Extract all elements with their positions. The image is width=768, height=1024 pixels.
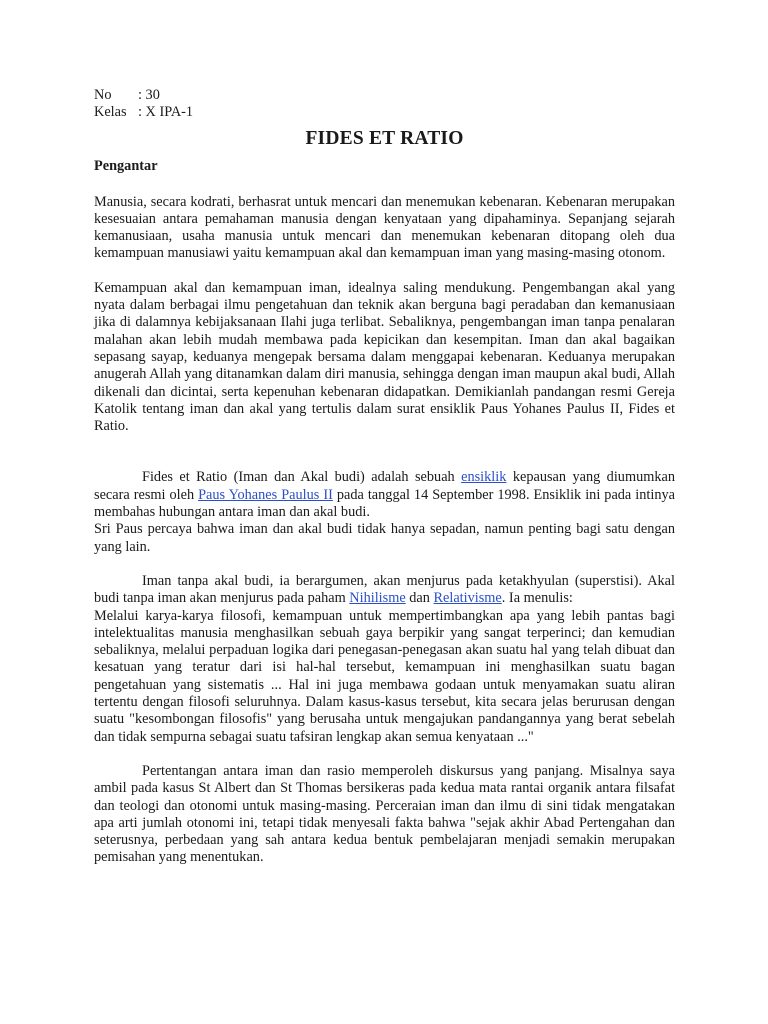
paragraph-2: Kemampuan akal dan kemampuan iman, idealnya saling mendukung. Pengembangan akal yang nyata dalam berbagai ilmu pengetahuan dan teknik akan berguna bagi peradaban dan kemanusiaan jika di dalamnya kebijaksanaan Ilahi juga terlibat. Sebaliknya, pengembangan iman tanpa penalaran malahan akan lebih mudah membawa pada kepicikan dan kesempitan. Iman dan akal bagaikan sepasang sayap, keduanya mengepak bersama dalam menggapai kebenaran. Keduanya merupakan anugerah Allah yang ditanamkan dalam diri manusia, sehingga dengan iman maupun akal budi, Allah dikenali dan dicintai, serta kepenuhan kebenaran didapatkan. Demikianlah pandangan resmi Gereja Katolik tentang iman dan akal yang tertulis dalam surat ensiklik Paus Yohanes Paulus II, Fides et Ratio. — [94, 279, 675, 435]
meta-number-value: : 30 — [138, 87, 160, 103]
meta-number-row — [94, 87, 675, 104]
link-nihilisme[interactable]: Nihilisme — [349, 590, 406, 607]
link-relativisme[interactable]: Relativisme — [433, 590, 502, 607]
meta-class-label: Kelas — [94, 104, 127, 120]
document-title: FIDES ET RATIO — [305, 128, 464, 149]
paragraph-5-text-c: . Ia menulis: — [501, 590, 573, 607]
paragraph-3-text-c: pada tanggal 14 September 1998. Ensiklik ini pada intinya membahas hubungan antara iman dan akal budi. — [94, 486, 675, 521]
meta-number-label: No — [94, 87, 112, 103]
paragraph-3-text-b: kepausan yang diumumkan secara resmi oleh — [94, 469, 675, 503]
paragraph-1: Manusia, secara kodrati, berhasrat untuk mencari dan menemukan kebenaran. Kebenaran merupakan kesesuaian antara pemahaman manusia dengan kenyataan yang dipahaminya. Sepanjang sejarah kemanusiaan, usaha manusia untuk mencari dan menemukan kebenaran ditopang oleh dua kemampuan manusiawi yaitu kemampuan akal dan kemampuan iman yang masing-masing otonom. — [94, 193, 675, 262]
meta-class-row — [94, 104, 675, 121]
paragraph-7: Pertentangan antara iman dan rasio memperoleh diskursus yang panjang. Misalnya saya ambil pada kasus St Albert dan St Thomas bersikeras pada kedua mata rantai organik antara filsafat dan teologi dan otonomi untuk masing-masing. Perceraian iman dan ilmu di sini tidak mengatakan apa arti jumlah otonomi ini, tetapi tidak menyesali fakta bahwa "sejak akhir Abad Pertengahan dan seterusnya, perbedaan yang sah antara kedua bentuk pembelajaran menjadi semakin merupakan pemisahan yang menentukan. — [94, 762, 675, 866]
meta-class-value: : X IPA-1 — [138, 104, 194, 120]
paragraph-5 — [94, 573, 675, 608]
paragraph-6-quote: Melalui karya-karya filosofi, kemampuan untuk mempertimbangkan apa yang lebih pantas bagi intelektualitas manusia menghasilkan sebuah gaya berpikir yang sangat terperinci; dan kemudian sebaliknya, melalui perpaduan logika dari penegasan-penegasan akan suatu hal yang telah dibuat dan kesatuan yang teratur dari isi hal-hal tersebut, kemampuan ini menghasilkan suatu bagan pengetahuan yang sistematis ... Hal ini juga membawa godaan untuk menyamakan suatu aliran tertentu dengan filosofi seluruhnya. Dalam kasus-kasus tersebut, kita secara jelas berurusan dengan suatu "kesombongan filosofis" yang berusaha untuk mengajukan pandangannya yang berat sebelah dan tidak sempurna sebagai suatu tafsiran lengkap akan semua kenyataan ..." — [94, 607, 675, 745]
paragraph-5-text-a: Iman tanpa akal budi, ia berargumen, akan menjurus pada ketakhyulan (superstisi). Akal budi tanpa iman akan menjurus pada paham — [94, 572, 675, 607]
link-ensiklik[interactable]: ensiklik — [461, 469, 507, 486]
document-body — [94, 87, 675, 867]
paragraph-5-text-b: dan — [405, 590, 434, 607]
section-heading: Pengantar — [94, 158, 158, 175]
link-paus-yohanes-paulus[interactable]: Paus Yohanes Paulus II — [198, 486, 333, 503]
paragraph-3 — [94, 469, 675, 521]
paragraph-4: Sri Paus percaya bahwa iman dan akal budi tidak hanya sepadan, namun penting bagi satu dengan yang lain. — [94, 521, 675, 555]
paragraph-3-text-a: Fides et Ratio (Iman dan Akal budi) adalah sebuah — [142, 469, 462, 486]
